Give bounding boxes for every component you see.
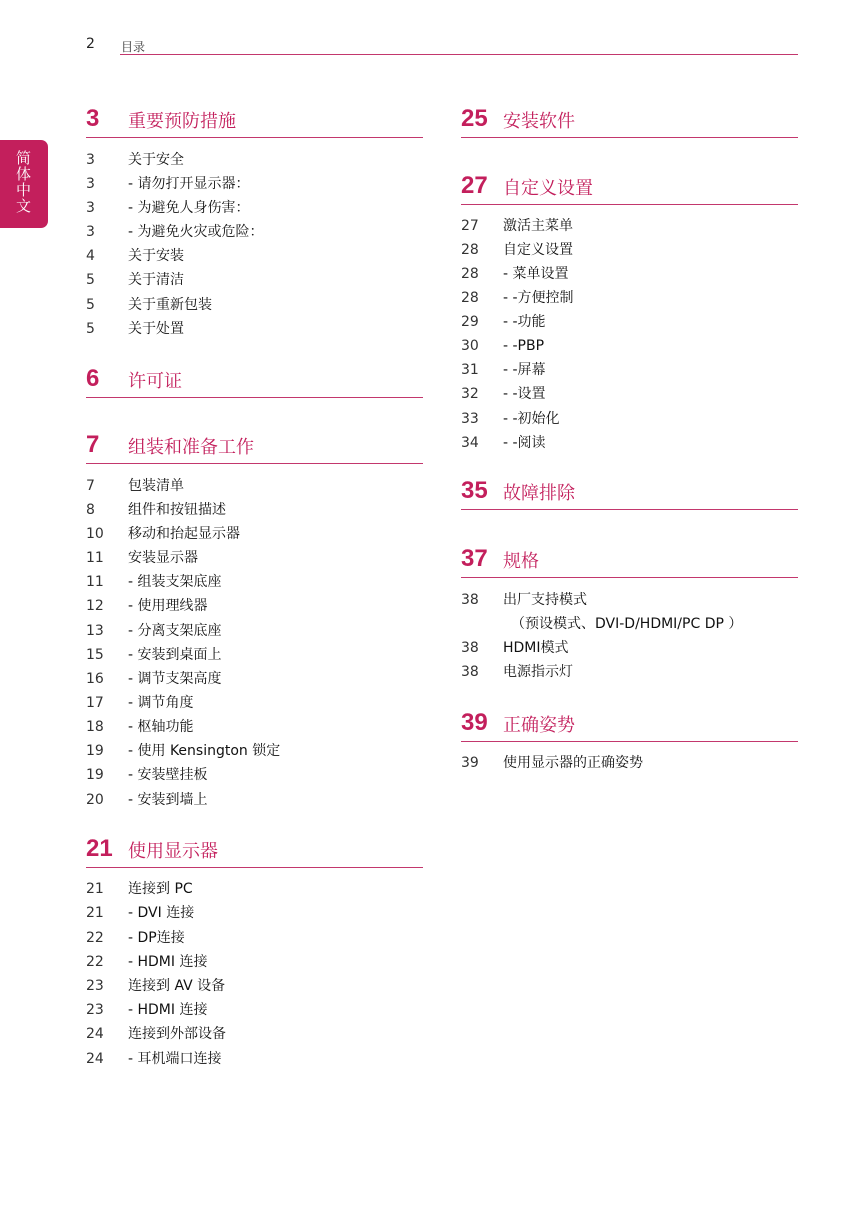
toc-entry	[86, 903, 423, 923]
language-tab	[0, 140, 48, 228]
section-number: 27	[461, 172, 488, 199]
entry-page-number: 3	[86, 176, 95, 192]
entry-title: 自定义设置	[503, 242, 573, 258]
entry-title: - -方便控制	[503, 290, 574, 306]
toc-entry	[86, 319, 423, 339]
entry-page-number: 5	[86, 272, 95, 288]
toc-entry	[461, 753, 798, 773]
toc-entry	[86, 270, 423, 290]
entry-page-number: 31	[461, 362, 479, 378]
entry-title: 关于重新包装	[128, 297, 212, 313]
entry-page-number: 29	[461, 314, 479, 330]
section-heading	[461, 479, 798, 510]
entry-page-number: 33	[461, 411, 479, 427]
entry-title: - -阅读	[503, 435, 546, 451]
entry-page-number: 3	[86, 152, 95, 168]
toc-entry	[86, 1024, 423, 1044]
entry-title: 关于清洁	[128, 272, 184, 288]
entry-title: HDMI模式	[503, 640, 569, 656]
language-tab-label: 简体中文	[14, 150, 32, 214]
entry-title: - -功能	[503, 314, 546, 330]
entry-page-number: 13	[86, 623, 104, 639]
entry-page-number: 19	[86, 767, 104, 783]
entry-page-number: 21	[86, 905, 104, 921]
entry-title: 使用显示器的正确姿势	[503, 755, 643, 771]
toc-entry	[86, 548, 423, 568]
toc-entry	[86, 1049, 423, 1069]
header-title: 目录	[121, 40, 146, 54]
toc-entry	[86, 198, 423, 218]
section-title: 安装软件	[503, 111, 575, 132]
section-title: 使用显示器	[128, 841, 218, 862]
entry-page-number: 27	[461, 218, 479, 234]
entry-title: - 请勿打开显示器：	[128, 176, 250, 192]
entry-title: 激活主菜单	[503, 218, 573, 234]
section-number: 39	[461, 709, 488, 736]
entry-page-number: 38	[461, 640, 479, 656]
header-divider	[120, 54, 798, 55]
section-number: 25	[461, 105, 488, 132]
entry-page-number: 15	[86, 647, 104, 663]
entry-page-number: 39	[461, 755, 479, 771]
section-heading	[86, 107, 423, 138]
entry-page-number: 20	[86, 792, 104, 808]
entry-title: 关于安全	[128, 152, 184, 168]
entry-title: - DVI 连接	[128, 905, 195, 921]
toc-entry	[461, 662, 798, 682]
toc-entry	[86, 295, 423, 315]
entry-page-number: 11	[86, 550, 104, 566]
entry-page-number: 21	[86, 881, 104, 897]
toc-entry	[86, 765, 423, 785]
entry-page-number: 38	[461, 592, 479, 608]
entry-title: - 耳机端口连接	[128, 1051, 222, 1067]
toc-entry	[86, 524, 423, 544]
entry-title: - 使用 Kensington 锁定	[128, 743, 281, 759]
section-title: 许可证	[128, 371, 182, 392]
section-number: 7	[86, 431, 100, 458]
toc-entry	[86, 976, 423, 996]
entry-page-number: 19	[86, 743, 104, 759]
entry-title: 组件和按钮描述	[128, 502, 226, 518]
section-title: 自定义设置	[503, 178, 593, 199]
entry-page-number: 7	[86, 478, 95, 494]
section-heading	[461, 711, 798, 742]
toc-entry	[461, 264, 798, 284]
toc-entry	[86, 645, 423, 665]
toc-entry	[86, 500, 423, 520]
section-heading	[86, 433, 423, 464]
entry-page-number: 23	[86, 978, 104, 994]
section-heading	[461, 547, 798, 578]
entry-title: - -设置	[503, 386, 546, 402]
toc-entry	[461, 216, 798, 236]
section-heading	[461, 174, 798, 205]
entry-page-number: 11	[86, 574, 104, 590]
entry-title: - 为避免人身伤害：	[128, 200, 250, 216]
section-title: 规格	[503, 551, 539, 572]
page-number: 2	[86, 36, 95, 52]
page-header	[86, 36, 798, 56]
entry-page-number: 28	[461, 290, 479, 306]
entry-page-number: 22	[86, 954, 104, 970]
entry-title: - 菜单设置	[503, 266, 569, 282]
entry-page-number: 24	[86, 1051, 104, 1067]
toc-entry	[86, 222, 423, 242]
entry-page-number: 34	[461, 435, 479, 451]
toc-entry	[461, 288, 798, 308]
section-title: 正确姿势	[503, 715, 575, 736]
toc-entry	[86, 174, 423, 194]
entry-page-number: 32	[461, 386, 479, 402]
entry-page-number: 8	[86, 502, 95, 518]
section-title: 组装和准备工作	[128, 437, 254, 458]
section-number: 35	[461, 477, 488, 504]
entry-page-number: 3	[86, 224, 95, 240]
entry-title: - 安装到桌面上	[128, 647, 222, 663]
toc-entry	[86, 928, 423, 948]
toc-entry	[86, 150, 423, 170]
toc-entry	[461, 614, 798, 634]
entry-title: 连接到 PC	[128, 881, 193, 897]
toc-entry	[461, 312, 798, 332]
section-number: 37	[461, 545, 488, 572]
toc-entry	[86, 952, 423, 972]
entry-page-number: 16	[86, 671, 104, 687]
toc-entry	[86, 476, 423, 496]
entry-title: - HDMI 连接	[128, 1002, 208, 1018]
entry-page-number: 23	[86, 1002, 104, 1018]
section-number: 3	[86, 105, 100, 132]
entry-page-number: 3	[86, 200, 95, 216]
entry-title: - DP连接	[128, 930, 185, 946]
section-heading	[86, 837, 423, 868]
entry-title: 包装清单	[128, 478, 184, 494]
entry-page-number: 30	[461, 338, 479, 354]
toc-entry	[461, 240, 798, 260]
entry-page-number: 17	[86, 695, 104, 711]
toc-entry	[86, 621, 423, 641]
entry-title: - HDMI 连接	[128, 954, 208, 970]
entry-title: - 安装壁挂板	[128, 767, 208, 783]
toc-entry	[86, 1000, 423, 1020]
entry-title: - -初始化	[503, 411, 560, 427]
section-heading	[461, 107, 798, 138]
toc-entry	[86, 879, 423, 899]
toc-entry	[86, 790, 423, 810]
entry-page-number: 4	[86, 248, 95, 264]
toc-entry	[461, 638, 798, 658]
section-number: 6	[86, 365, 100, 392]
entry-title: - 安装到墙上	[128, 792, 208, 808]
entry-page-number: 22	[86, 930, 104, 946]
entry-page-number: 12	[86, 598, 104, 614]
entry-title: 关于处置	[128, 321, 184, 337]
toc-entry	[461, 384, 798, 404]
entry-title: - 枢轴功能	[128, 719, 194, 735]
entry-title: - 组装支架底座	[128, 574, 222, 590]
toc-entry	[86, 693, 423, 713]
entry-page-number: 38	[461, 664, 479, 680]
toc-entry	[86, 246, 423, 266]
entry-title: 安装显示器	[128, 550, 198, 566]
toc-entry	[461, 433, 798, 453]
entry-title: 连接到外部设备	[128, 1026, 226, 1042]
entry-title: 移动和抬起显示器	[128, 526, 240, 542]
toc-entry	[86, 572, 423, 592]
entry-title: 连接到 AV 设备	[128, 978, 226, 994]
entry-title: - 使用理线器	[128, 598, 208, 614]
toc-entry	[461, 590, 798, 610]
entry-title: - 调节角度	[128, 695, 194, 711]
section-heading	[86, 367, 423, 398]
section-number: 21	[86, 835, 113, 862]
section-title: 故障排除	[503, 483, 575, 504]
toc-entry	[86, 717, 423, 737]
entry-page-number: 5	[86, 321, 95, 337]
entry-title: - 调节支架高度	[128, 671, 222, 687]
section-title: 重要预防措施	[128, 111, 236, 132]
entry-title: - -PBP	[503, 338, 545, 354]
entry-page-number: 10	[86, 526, 104, 542]
entry-title: 关于安装	[128, 248, 184, 264]
entry-page-number: 5	[86, 297, 95, 313]
toc-entry	[461, 336, 798, 356]
toc-entry	[86, 596, 423, 616]
entry-page-number: 18	[86, 719, 104, 735]
toc-entry	[86, 741, 423, 761]
entry-title: - 分离支架底座	[128, 623, 222, 639]
entry-page-number: 28	[461, 266, 479, 282]
entry-title: - -屏幕	[503, 362, 546, 378]
entry-title: 电源指示灯	[503, 664, 573, 680]
toc-entry	[461, 360, 798, 380]
entry-page-number: 24	[86, 1026, 104, 1042]
toc-entry	[86, 669, 423, 689]
entry-title: - 为避免火灾或危险：	[128, 224, 264, 240]
entry-title: 出厂支持模式	[503, 592, 587, 608]
toc-entry	[461, 409, 798, 429]
entry-page-number: 28	[461, 242, 479, 258]
entry-title: （预设模式、DVI-D/HDMI/PC DP ）	[511, 616, 743, 632]
